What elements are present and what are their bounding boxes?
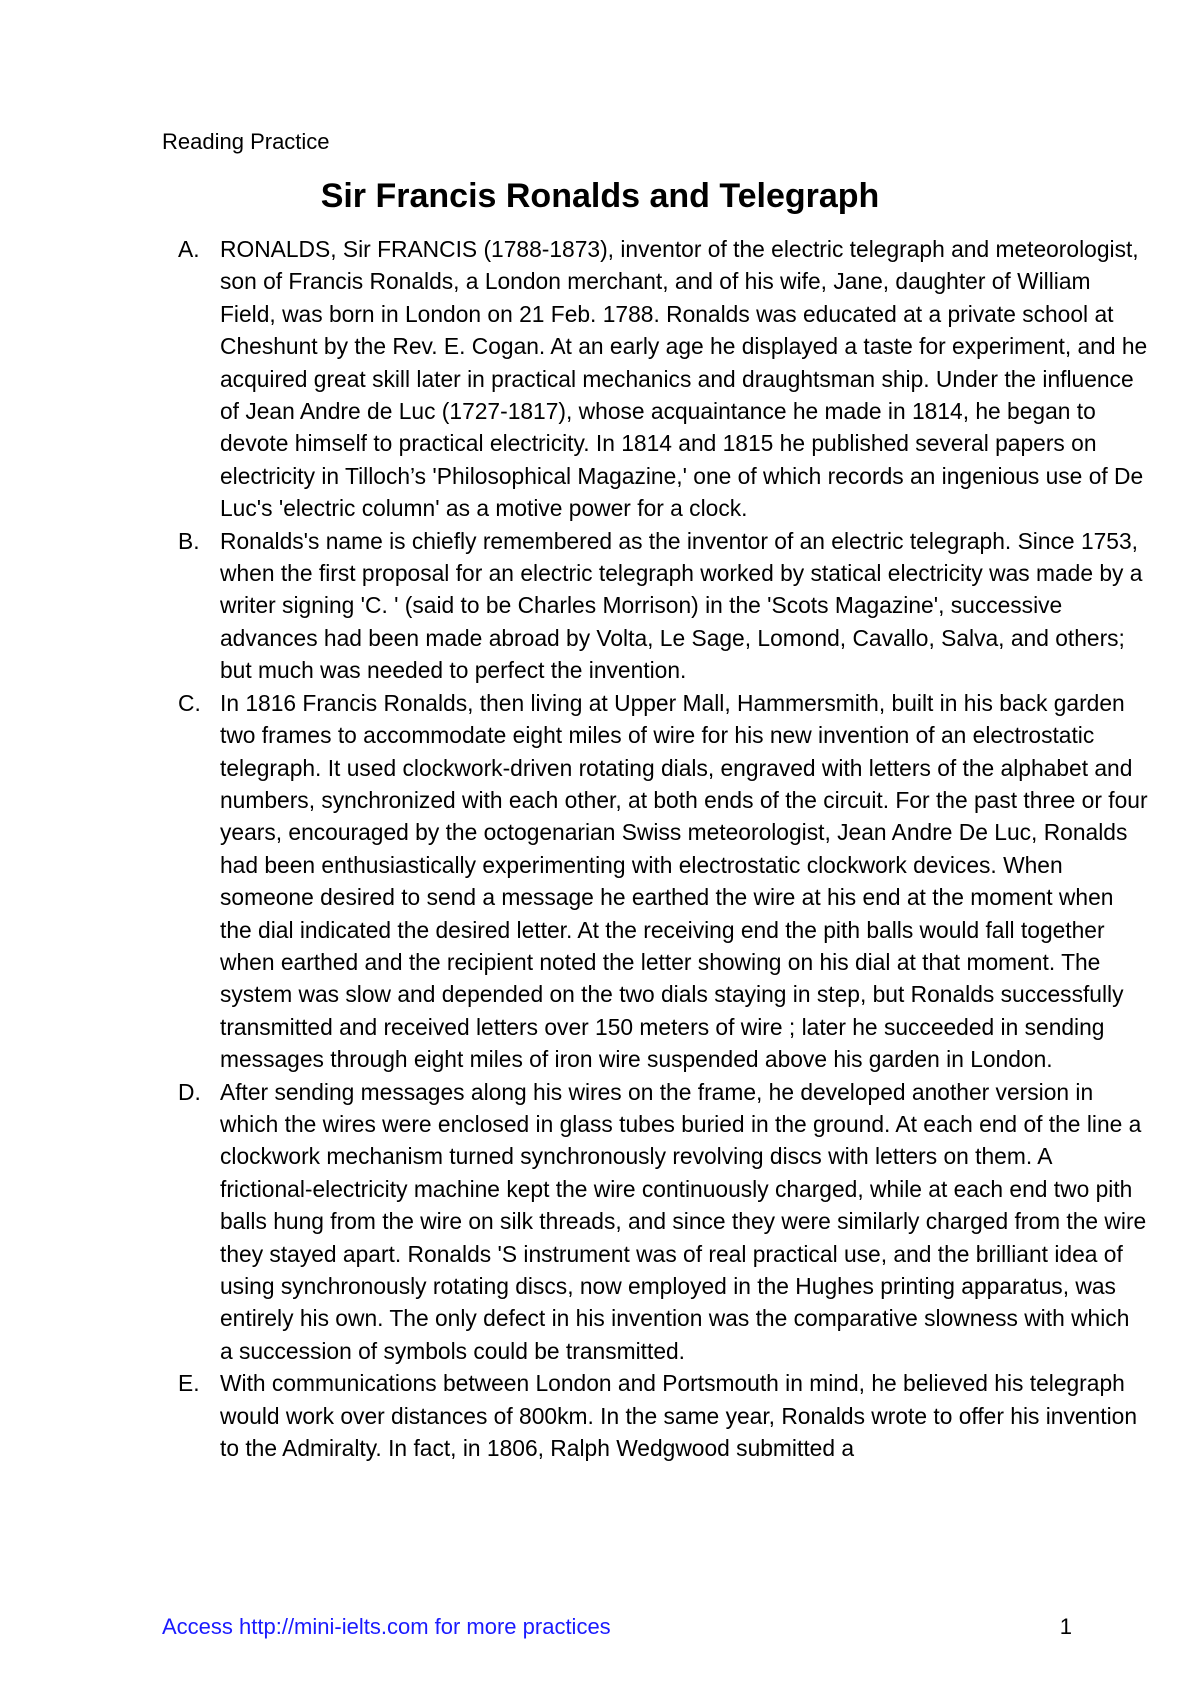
page-number: 1 (1059, 1614, 1072, 1639)
page-header-label: Reading Practice (162, 129, 330, 154)
paragraph-a (178, 233, 1148, 525)
paragraph-text: With communications between London and Portsmouth in mind, he believed his telegraph would work over distances of 800km. In the same year, Ronalds wrote to offer his invention to the Admiralty. In fact, in 1806, Ralph Wedgwood submitted a (220, 1370, 1137, 1462)
paragraph-letter: E. (178, 1370, 200, 1397)
paragraph-list (178, 233, 1148, 1464)
paragraph-letter: B. (178, 527, 200, 554)
paragraph-d (178, 1076, 1148, 1368)
paragraph-letter: D. (178, 1078, 201, 1105)
paragraph-e (178, 1367, 1148, 1464)
paragraph-c (178, 687, 1148, 1076)
paragraph-letter: A. (178, 236, 200, 262)
paragraph-text: Ronalds's name is chiefly remembered as the inventor of an electric telegraph. Since 1753, when the first proposal for an electric telegraph worked by statical electricity was made by a writer signing 'C. ' (said to be Charles Morrison) in the 'Scots Magazine', successive advances had been made abroad by Volta, Le Sage, Lomond, Cavallo, Salva, and others; but much was needed to perfect the invention. (220, 527, 1143, 684)
document-title: Sir Francis Ronalds and Telegraph (320, 177, 880, 215)
paragraph-text: After sending messages along his wires on the frame, he developed another version in which the wires were enclosed in glass tubes buried in the ground. At each end of the line a clockwork mechanism turned synchronously revolving discs with letters on them. A frictional-electricity machine kept the wire continuously charged, while at each end two pith balls hung from the wire on silk threads, and since they were similarly charged from the wire they stayed apart. Ronalds 'S instrument was of real practical use, and the brilliant idea of using synchronously rotating discs, now employed in the Hughes printing apparatus, was entirely his own. The only defect in his invention was the comparative slowness with which a succession of symbols could be transmitted. (220, 1078, 1147, 1364)
footer-practice-link[interactable]: Access http://mini-ielts.com for more practices (162, 1614, 611, 1639)
paragraph-text: RONALDS, Sir FRANCIS (1788-1873), inventor of the electric telegraph and meteorologist, son of Francis Ronalds, a London merchant, and of his wife, Jane, daughter of William Field, was born in London on 21 Feb. 1788. Ronalds was educated at a private school at Cheshunt by the Rev. E. Cogan. At an early age he displayed a taste for experiment, and he acquired great skill later in practical mechanics and draughtsman ship. Under the influence of Jean Andre de Luc (1727-1817), whose acquaintance he made in 1814, he began to devote himself to practical electricity. In 1814 and 1815 he published several papers on electricity in Tilloch’s 'Philosophical Magazine,' one of which records an ingenious use of De Luc's 'electric column' as a motive power for a clock. (220, 236, 1148, 522)
paragraph-letter: C. (178, 689, 201, 716)
paragraph-text: In 1816 Francis Ronalds, then living at Upper Mall, Hammersmith, built in his back garden two frames to accommodate eight miles of wire for his new invention of an electrostatic telegraph. It used clockwork-driven rotating dials, engraved with letters of the alphabet and numbers, synchronized with each other, at both ends of the circuit. For the past three or four years, encouraged by the octogenarian Swiss meteorologist, Jean Andre De Luc, Ronalds had been enthusiastically experimenting with electrostatic clockwork devices. When someone desired to send a message he earthed the wire at his end at the moment when the dial indicated the desired letter. At the receiving end the pith balls would fall together when earthed and the recipient noted the letter showing on his dial at that moment. The system was slow and depended on the two dials staying in step, but Ronalds successfully transmitted and received letters over 150 meters of wire ; later he succeeded in sending messages through eight miles of iron wire suspended above his garden in London. (220, 689, 1148, 1073)
paragraph-b (178, 525, 1148, 687)
